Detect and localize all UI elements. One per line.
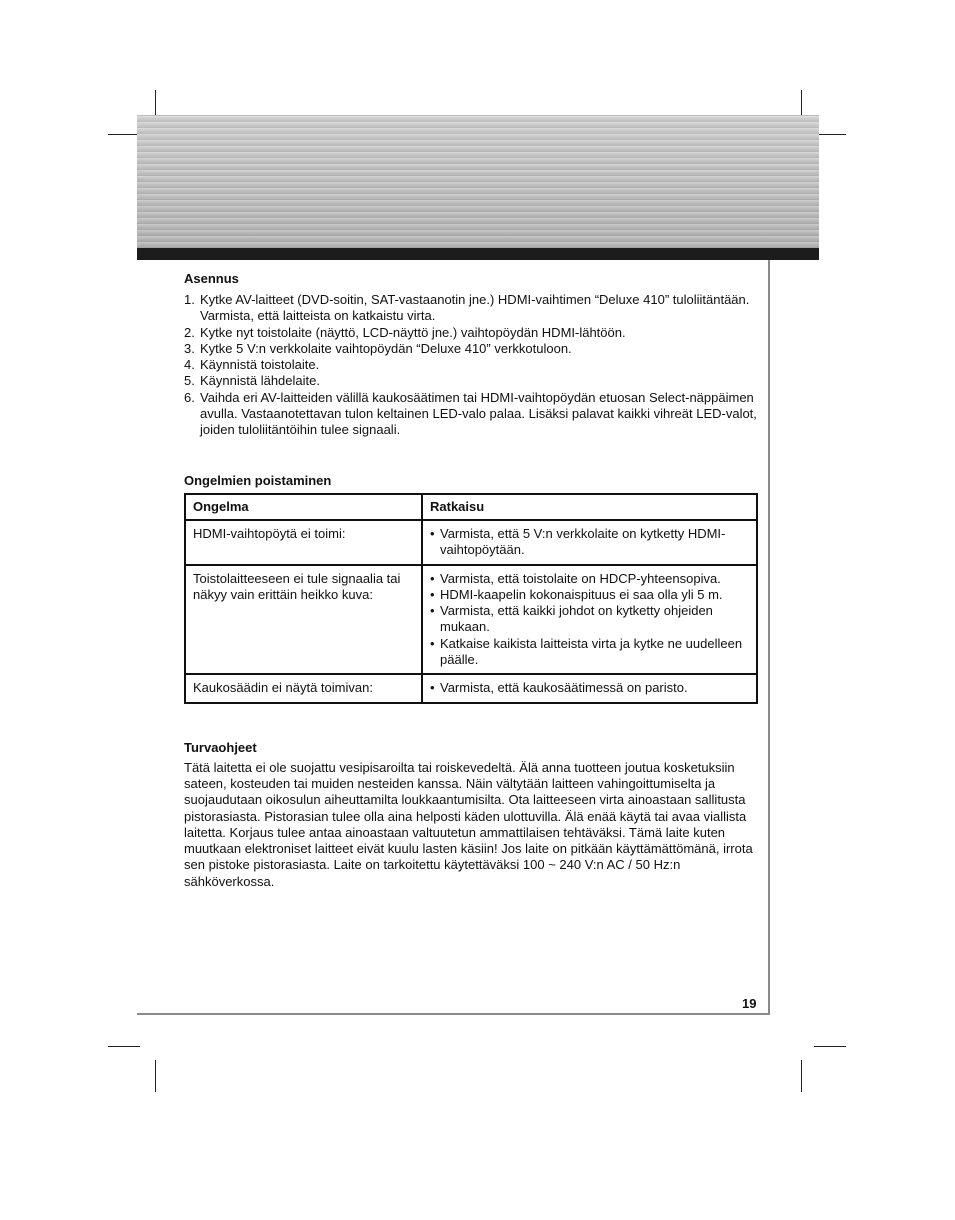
list-item [430,680,750,696]
list-item [430,603,750,636]
bullet-icon: • [430,603,435,619]
column-header-problem: Ongelma [185,494,422,520]
step-text: Käynnistä toistolaite. [200,357,320,373]
problem-cell: Toistolaitteeseen ei tule signaalia tai näkyy vain erittäin heikko kuva: [185,565,422,675]
step-number: 2. [184,324,195,340]
page-content [184,270,760,890]
list-item [184,390,760,439]
solution-text: Varmista, että 5 V:n verkkolaite on kytketty HDMI-vaihtopöytään. [440,525,726,558]
problem-cell: Kaukosäädin ei näytä toimivan: [185,674,422,702]
table-row [185,565,757,675]
step-text: Käynnistä lähdelaite. [200,373,320,389]
solution-list [430,680,750,696]
step-number: 1. [184,292,195,307]
list-item [184,357,760,373]
bullet-icon: • [430,635,435,651]
bullet-icon: • [430,586,435,602]
safety-heading: Turvaohjeet [184,739,257,755]
troubleshooting-section [184,472,760,704]
crop-mark-bottom-left-v [155,1060,156,1092]
solution-cell [422,520,757,565]
step-number: 5. [184,373,195,389]
list-item [184,325,760,341]
safety-text: Tätä laitetta ei ole suojattu vesipisaroilta tai roiskevedeltä. Älä anna tuotteen joutua kosketuksiin sateen, kosteuden tai muiden nesteiden kanssa. Näin vältytään laitteen vahingoittumiselta ja suojaudutaan oikosulun aiheuttamilta loukkaantumisilta. Ota laitteeseen virta ainoastaan sallitusta pistorasiasta. Pistorasian tulee olla aina helposti käden ulottuvilla. Älä enää käytä tai avaa viallista laitetta. Korjaus tulee antaa ainoastaan valtuutetun ammattilaisen tehtäväksi. Tämä laite kuten muutkaan elektroniset laitteet eivät kuulu lasten käsiin! Jos laite on pitkään käyttämättömänä, irrota sen pistoke pistorasiasta. Laite on tarkoitettu käytettäväksi 100 ~ 240 V:n AC / 50 Hz:n sähköverkossa. [184,759,753,889]
step-number: 4. [184,357,195,373]
installation-section [184,270,760,439]
solution-text: Varmista, että kaukosäätimessä on paristo. [440,680,688,696]
troubleshooting-heading: Ongelmien poistaminen [184,472,332,488]
step-text: Kytke AV-laitteet (DVD-soitin, SAT-vastaanotin jne.) HDMI-vaihtimen “Deluxe 410” tuloliitäntään. Varmista, että laitteista on katkaistu virta. [200,292,750,324]
list-item [184,341,760,357]
safety-section [184,739,760,890]
solution-cell [422,674,757,702]
step-text: Vaihda eri AV-laitteiden välillä kaukosäätimen tai HDMI-vaihtopöydän etuosan Select-näppäimen avulla. Vastaanotettavan tulon keltainen LED-valo palaa. Lisäksi palavat kaikki vihreät LED-valot, joiden tuloliitäntöihin tulee signaali. [200,389,757,438]
bullet-icon: • [430,570,435,586]
table-header-row [185,494,757,520]
list-item [430,587,750,603]
page-frame-right [768,260,770,1014]
solution-list [430,571,750,669]
table-row [185,520,757,565]
installation-heading: Asennus [184,271,239,286]
step-text: Kytke nyt toistolaite (näyttö, LCD-näyttö jne.) vaihtopöydän HDMI-lähtöön. [200,324,626,340]
list-item [430,526,750,559]
solution-text: HDMI-kaapelin kokonaispituus ei saa olla yli 5 m. [440,586,723,602]
bullet-icon: • [430,525,435,541]
header-dark-rule [137,248,819,260]
solution-text: Varmista, että toistolaite on HDCP-yhteensopiva. [440,570,721,586]
solution-text: Katkaise kaikista laitteista virta ja kytke ne uudelleen päälle. [440,635,743,668]
table-row [185,674,757,702]
problem-cell: HDMI-vaihtopöytä ei toimi: [185,520,422,565]
column-header-solution: Ratkaisu [422,494,757,520]
list-item [184,292,760,325]
solution-list [430,526,750,559]
crop-mark-top-left-h [108,134,140,135]
solution-text: Varmista, että kaikki johdot on kytketty ohjeiden mukaan. [440,603,713,635]
list-item [430,636,750,669]
list-item [184,373,760,389]
troubleshooting-table [184,493,758,704]
solution-cell [422,565,757,675]
crop-mark-bottom-right-v [801,1060,802,1092]
crop-mark-bottom-right-h [814,1046,846,1047]
page-number: 19 [742,996,757,1011]
step-number: 3. [184,340,195,356]
crop-mark-bottom-left-h [108,1046,140,1047]
bullet-icon: • [430,680,435,696]
page-frame-bottom [137,1013,770,1015]
step-text: Kytke 5 V:n verkkolaite vaihtopöydän “Deluxe 410” verkkotuloon. [200,340,572,356]
list-item [430,571,750,587]
step-number: 6. [184,389,195,405]
installation-steps [184,292,760,439]
header-decorative-band [137,115,819,248]
